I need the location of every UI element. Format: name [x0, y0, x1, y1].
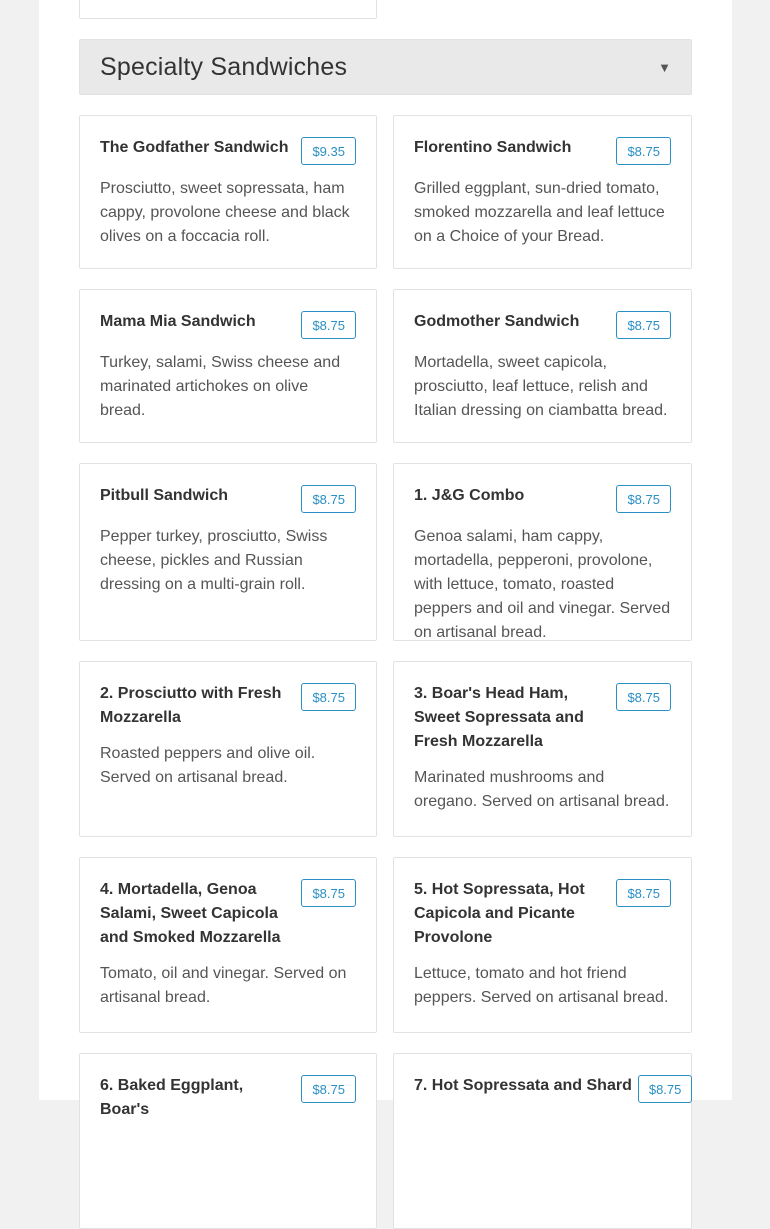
item-name: 6. Baked Eggplant, Boar's [100, 1077, 244, 1118]
item-name: Mama Mia Sandwich [100, 313, 256, 330]
item-name: 4. Mortadella, Genoa Salami, Sweet Capicola and Smoked Mozzarella [100, 881, 281, 946]
menu-item-card[interactable] [79, 661, 377, 837]
item-name: 1. J&G Combo [414, 487, 525, 504]
item-name: The Godfather Sandwich [100, 139, 289, 156]
item-description: Prosciutto, sweet sopressata, ham cappy, provolone cheese and black olives on a foccacia roll. [100, 180, 350, 245]
item-description: Turkey, salami, Swiss cheese and marinated artichokes on olive bread. [100, 354, 341, 419]
item-name: Godmother Sandwich [414, 313, 580, 330]
price-badge[interactable]: $8.75 [638, 1075, 693, 1103]
item-description: Genoa salami, ham cappy, mortadella, pepperoni, provolone, with lettuce, tomato, roasted peppers and oil and vinegar. Served on artisanal bread. [414, 528, 671, 641]
section-title: Specialty Sandwiches [100, 52, 348, 81]
menu-item-card[interactable] [393, 1053, 692, 1229]
menu-item-card[interactable] [79, 0, 377, 19]
menu-item-card[interactable] [393, 289, 692, 443]
price-badge[interactable]: $8.75 [616, 485, 671, 513]
price-badge[interactable]: $8.75 [301, 485, 356, 513]
menu-container [39, 0, 732, 1118]
price-badge[interactable]: $8.75 [301, 879, 356, 907]
item-description: Pepper turkey, prosciutto, Swiss cheese, pickles and Russian dressing on a multi-grain roll. [100, 528, 328, 593]
menu-item-grid [79, 115, 692, 1229]
item-name: 5. Hot Sopressata, Hot Capicola and Picante Provolone [414, 881, 585, 946]
item-name: 3. Boar's Head Ham, Sweet Sopressata and Fresh Mozzarella [414, 685, 584, 750]
price-badge[interactable]: $8.75 [616, 311, 671, 339]
price-badge[interactable]: $8.75 [301, 683, 356, 711]
menu-item-card[interactable] [79, 463, 377, 641]
menu-item-card[interactable] [79, 289, 377, 443]
menu-item-card[interactable] [79, 857, 377, 1033]
item-description: Grilled eggplant, sun-dried tomato, smoked mozzarella and leaf lettuce on a Choice of your Bread. [414, 180, 665, 245]
item-name: Florentino Sandwich [414, 139, 572, 156]
item-description: Lettuce, tomato and hot friend peppers. Served on artisanal bread. [414, 965, 669, 1006]
menu-item-card[interactable] [79, 115, 377, 269]
item-name: 7. Hot Sopressata and Shard [414, 1077, 632, 1094]
item-description: Mortadella, sweet capicola, prosciutto, leaf lettuce, relish and Italian dressing on ciambatta bread. [414, 354, 668, 419]
menu-item-card[interactable] [79, 1053, 377, 1229]
price-badge[interactable]: $9.35 [301, 137, 356, 165]
price-badge[interactable]: $8.75 [616, 879, 671, 907]
price-badge[interactable]: $8.75 [616, 137, 671, 165]
item-description: Marinated mushrooms and oregano. Served on artisanal bread. [414, 769, 670, 810]
section-header-specialty-sandwiches[interactable] [79, 39, 692, 95]
item-description: Tomato, oil and vinegar. Served on artisanal bread. [100, 965, 347, 1006]
price-badge[interactable]: $8.75 [301, 1075, 356, 1103]
menu-item-card[interactable] [393, 661, 692, 837]
menu-item-card[interactable] [393, 463, 692, 641]
menu-item-card[interactable] [393, 115, 692, 269]
item-name: Pitbull Sandwich [100, 487, 229, 504]
menu-item-card[interactable] [393, 857, 692, 1033]
item-description: Roasted peppers and olive oil. Served on artisanal bread. [100, 745, 316, 786]
price-badge[interactable]: $8.75 [616, 683, 671, 711]
price-badge[interactable]: $8.75 [301, 311, 356, 339]
caret-down-icon[interactable]: ▼ [658, 59, 671, 75]
item-name: 2. Prosciutto with Fresh Mozzarella [100, 685, 282, 726]
